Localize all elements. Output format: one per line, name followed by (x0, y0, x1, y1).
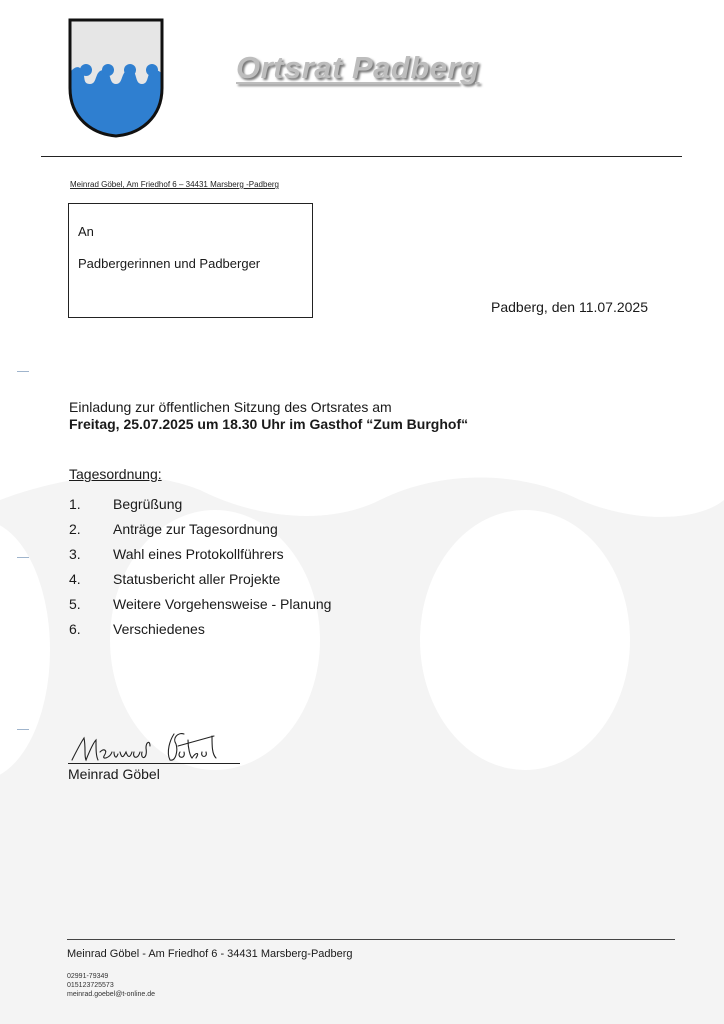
agenda-item-number: 5. (69, 596, 81, 612)
footer-phone: 02991-79349 (67, 973, 109, 980)
agenda-list (69, 492, 331, 642)
header-divider (41, 156, 682, 157)
invitation-intro: Einladung zur öffentlichen Sitzung des Ortsrates am (69, 399, 392, 415)
agenda-item-number: 6. (69, 621, 81, 637)
recipient-salutation: An (78, 224, 94, 239)
agenda-item-text: Anträge zur Tagesordnung (113, 521, 278, 537)
footer-email: meinrad.goebel@t-online.de (67, 991, 156, 998)
signatory-name: Meinrad Göbel (68, 766, 160, 782)
letterhead-title: Ortsrat Padberg (236, 50, 480, 85)
footer-mobile: 015123725573 (67, 982, 114, 989)
sender-address-line: Meinrad Göbel, Am Friedhof 6 – 34431 Marsberg -Padberg (70, 180, 280, 189)
agenda-item-text: Wahl eines Protokollführers (113, 546, 284, 562)
agenda-item (69, 617, 331, 642)
agenda-item-number: 2. (69, 521, 81, 537)
agenda-item (69, 567, 331, 592)
agenda-item-text: Verschiedenes (113, 621, 205, 637)
agenda-item-text: Statusbericht aller Projekte (113, 571, 281, 587)
agenda-item-number: 3. (69, 546, 81, 562)
punch-mark (17, 557, 29, 558)
recipient-name: Padbergerinnen und Padberger (78, 256, 261, 271)
agenda-item-text: Weitere Vorgehensweise - Planung (113, 596, 332, 612)
letter-date: Padberg, den 11.07.2025 (491, 299, 648, 315)
agenda-item (69, 542, 331, 567)
fold-mark (17, 729, 29, 730)
signature-line (68, 763, 240, 764)
invitation-date-location: Freitag, 25.07.2025 um 18.30 Uhr im Gasthof “Zum Burghof“ (69, 416, 469, 432)
fold-mark (17, 371, 29, 372)
agenda-heading: Tagesordnung: (69, 466, 162, 482)
handwritten-signature (66, 722, 246, 766)
agenda-item (69, 492, 331, 517)
agenda-item-number: 1. (69, 496, 81, 512)
coat-of-arms-logo (68, 18, 164, 138)
footer-divider (67, 939, 675, 940)
agenda-item (69, 592, 331, 617)
agenda-item (69, 517, 331, 542)
agenda-item-text: Begrüßung (113, 496, 183, 512)
footer-address: Meinrad Göbel - Am Friedhof 6 - 34431 Marsberg-Padberg (67, 948, 353, 960)
agenda-item-number: 4. (69, 571, 81, 587)
